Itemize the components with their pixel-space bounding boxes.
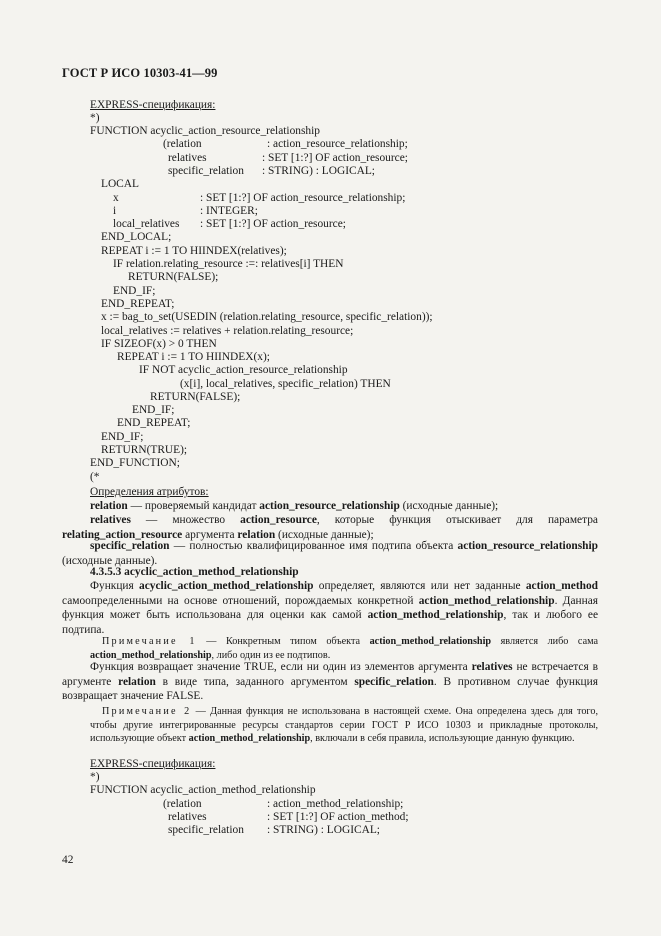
section-paragraph xyxy=(62,579,598,637)
code-line: : STRING) : LOGICAL; xyxy=(262,165,375,177)
code-line: RETURN(FALSE); xyxy=(128,271,219,283)
code-line: FUNCTION acyclic_action_resource_relationship xyxy=(90,125,320,137)
text: является либо сама xyxy=(491,636,598,647)
text: (исходные данные); xyxy=(275,528,374,541)
text: , включали в себя правила, использующие данную функцию. xyxy=(310,733,575,745)
text-bold: relating_action_resource xyxy=(62,528,183,541)
code-line: REPEAT i := 1 TO HIINDEX(x); xyxy=(117,351,270,363)
text: , либо один из ее подтипов. xyxy=(211,649,331,661)
code-line: relatives xyxy=(168,811,207,823)
code-line: : SET [1:?] OF action_resource; xyxy=(200,218,346,230)
text: (исходные данные). xyxy=(62,554,158,567)
text-bold: action_method_relationship xyxy=(90,649,212,661)
code-line: END_IF; xyxy=(132,404,175,416)
page-header-standard-id: ГОСТ Р ИСО 10303-41—99 xyxy=(62,66,218,80)
text-bold: relation xyxy=(237,528,276,541)
code-line: FUNCTION acyclic_action_method_relationship xyxy=(90,784,316,796)
code-line: END_REPEAT; xyxy=(117,417,191,429)
code-line: (* xyxy=(90,471,100,483)
code-line: END_FUNCTION; xyxy=(90,457,180,469)
code-line: : action_resource_relationship; xyxy=(267,138,408,150)
code-line: *) xyxy=(90,771,100,783)
text: — полностью квалифицированное имя подтипа объекта xyxy=(169,540,458,552)
code-line: : STRING) : LOGICAL; xyxy=(267,824,380,836)
code-line: END_REPEAT; xyxy=(101,298,175,310)
text: , которые функция отыскивает для параметра xyxy=(316,514,598,526)
code-line: : INTEGER; xyxy=(200,205,258,217)
code-line: END_IF; xyxy=(113,285,156,297)
text-bold: action_method_relationship xyxy=(367,609,504,622)
code-line: IF NOT acyclic_action_resource_relationship xyxy=(139,364,348,376)
code-line: LOCAL xyxy=(101,178,139,190)
code-line: relatives xyxy=(168,152,207,164)
text: в виде типа, заданного аргументом xyxy=(155,675,355,688)
text-bold: action_method_relationship xyxy=(188,733,311,745)
text-bold: action_resource_relationship xyxy=(457,540,598,552)
express-spec-heading: EXPRESS-спецификация: xyxy=(90,758,216,770)
text-bold: action_resource xyxy=(240,514,317,526)
code-line: : SET [1:?] OF action_method; xyxy=(267,811,409,823)
attr-name: relatives xyxy=(90,514,131,526)
text: Функция возвращает значение TRUE, если ни один из элементов аргумента xyxy=(90,661,472,673)
attribute-definition-relation xyxy=(62,499,598,514)
text: — Конкретным типом объекта xyxy=(196,636,370,647)
text: . Данная функция может быть использована для оценки как самой xyxy=(62,594,598,622)
code-line: x xyxy=(113,192,119,204)
code-line: END_LOCAL; xyxy=(101,231,172,243)
note-label: Примечание 2 xyxy=(102,706,192,717)
text: — Данная функция не использована в настоящей схеме. Она определена здесь для того, чтобы другие интегрированные ресурсы стандартов серии ГОСТ Р ИСО 10303 и прикладные протоколы, использующие объект xyxy=(90,706,598,745)
attribute-definition-specific-relation xyxy=(62,539,598,568)
text-bold: action_method xyxy=(525,580,598,592)
text-bold: relatives xyxy=(471,661,513,673)
code-line: IF SIZEOF(x) > 0 THEN xyxy=(101,338,217,350)
code-line: x := bag_to_set(USEDIN (relation.relating_resource, specific_relation)); xyxy=(101,311,433,323)
text-bold: acyclic_action_method_relationship xyxy=(139,580,314,592)
section-paragraph xyxy=(62,660,598,704)
text: — проверяемый кандидат xyxy=(127,500,260,512)
text: не встречается в аргументе xyxy=(62,661,598,688)
code-line: : SET [1:?] OF action_resource_relationship; xyxy=(200,192,406,204)
code-line: (relation xyxy=(163,138,202,150)
text: , так и любого ее подтипа. xyxy=(62,609,599,636)
code-line: (x[i], local_relatives, specific_relation) THEN xyxy=(180,378,391,390)
note-1 xyxy=(90,635,598,662)
code-line: local_relatives xyxy=(113,218,180,230)
code-line: (relation xyxy=(163,798,202,810)
code-line: specific_relation xyxy=(168,824,244,836)
text: (исходные данные); xyxy=(399,500,499,512)
text: самоопределенными на основе отношений, порождаемых конкретной xyxy=(62,594,419,607)
text: аргумента xyxy=(182,528,238,541)
section-title: 4.3.5.3 acyclic_action_method_relationship xyxy=(90,566,299,578)
text: Функция xyxy=(90,580,140,592)
code-line: END_IF; xyxy=(101,431,144,443)
text: определяет, являются или нет заданные xyxy=(313,580,526,592)
text-bold: relation xyxy=(118,675,156,688)
code-line: RETURN(FALSE); xyxy=(150,391,241,403)
code-line: local_relatives := relatives + relation.relating_resource; xyxy=(101,325,354,337)
attr-name: relation xyxy=(90,500,128,512)
text-bold: action_method_relationship xyxy=(369,636,492,647)
note-label: Примечание 1 xyxy=(102,636,197,647)
code-line: IF relation.relating_resource :=: relatives[i] THEN xyxy=(113,258,344,270)
text-bold: action_resource_relationship xyxy=(259,500,400,512)
page-number: 42 xyxy=(62,854,74,866)
note-2 xyxy=(90,705,598,746)
text-bold: specific_relation xyxy=(354,675,434,688)
code-line: : action_method_relationship; xyxy=(267,798,404,810)
code-line: *) xyxy=(90,112,100,124)
text-bold: action_method_relationship xyxy=(418,594,555,607)
express-spec-heading: EXPRESS-спецификация: xyxy=(90,99,216,111)
text: — множество xyxy=(130,514,241,526)
text: . В противном случае функция возвращает значение FALSE. xyxy=(62,675,598,703)
code-line: REPEAT i := 1 TO HIINDEX(relatives); xyxy=(101,245,287,257)
code-line: : SET [1:?] OF action_resource; xyxy=(262,152,408,164)
attr-name: specific_relation xyxy=(90,540,170,552)
code-line: i xyxy=(113,205,117,217)
attribute-definition-relatives xyxy=(62,513,598,542)
attributes-heading: Определения атрибутов: xyxy=(90,486,209,498)
code-line: specific_relation xyxy=(168,165,244,177)
code-line: RETURN(TRUE); xyxy=(101,444,188,456)
